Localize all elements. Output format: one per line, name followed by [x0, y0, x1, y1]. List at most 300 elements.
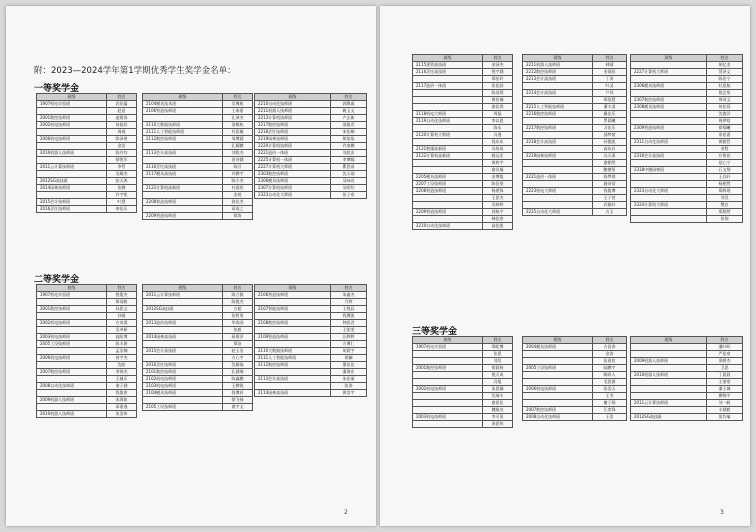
class-cell [523, 393, 593, 400]
award-table [142, 284, 253, 411]
table-row [255, 369, 367, 376]
document-heading: 附：2023—2024学年第1学期优秀学生奖学金名单： [34, 66, 236, 76]
table-row [523, 139, 627, 146]
table-row [37, 376, 137, 383]
table-row [37, 390, 137, 397]
column-header-name: 姓名 [107, 285, 137, 292]
table-row [37, 411, 137, 418]
class-cell [37, 143, 107, 150]
table-row [523, 111, 627, 118]
student-name-cell: 潘海宏 [331, 369, 367, 376]
student-name-cell: 柳锦宇 [707, 393, 743, 400]
class-cell: 2111人工智能技师班 [143, 129, 223, 136]
class-cell [523, 181, 593, 188]
table-header-row [255, 285, 367, 292]
class-cell: 2005工设技师班 [37, 341, 107, 348]
class-cell: 2007数控技师班 [37, 369, 107, 376]
student-name-cell: 潘丰睿 [593, 104, 627, 111]
student-name-cell: 吴博航 [223, 101, 253, 108]
class-cell: 2011云计算技师班 [37, 164, 107, 171]
student-name-cell: 陶尚人 [593, 372, 627, 379]
table-row [523, 174, 627, 181]
class-cell [631, 62, 707, 69]
class-cell [523, 372, 593, 379]
table-row [37, 150, 137, 157]
class-cell: 2316会计高技班 [631, 153, 707, 160]
student-name-cell: 王泰嘉 [223, 108, 253, 115]
table-row [255, 136, 367, 143]
class-cell [143, 178, 223, 185]
table-row [523, 90, 627, 97]
table-row [37, 362, 137, 369]
class-cell: 2012SG高技班 [631, 414, 707, 421]
student-name-cell: 冯天禹 [593, 153, 627, 160]
student-name-cell: 方博仁 [331, 341, 367, 348]
table-header-row [413, 55, 513, 62]
student-name-cell: 余皓杰 [707, 358, 743, 365]
class-cell: 2323自动化大师班 [631, 188, 707, 195]
class-cell [413, 351, 483, 358]
student-name-cell: 王悦辰 [331, 306, 367, 313]
table-row [37, 129, 137, 136]
student-name-cell: 丰涵毅 [707, 407, 743, 414]
class-cell: 2010机器人技师班 [631, 372, 707, 379]
table-row [523, 358, 627, 365]
class-cell [37, 390, 107, 397]
student-name-cell: 沈俊洋 [707, 111, 743, 118]
table-row [37, 397, 137, 404]
class-cell [413, 216, 483, 223]
column-header-name: 姓名 [483, 55, 513, 62]
table-row [523, 146, 627, 153]
table-row [631, 139, 743, 146]
student-name-cell: 汪婷婷 [331, 334, 367, 341]
table-row [413, 358, 513, 365]
student-name-cell: 许家鹏 [331, 143, 367, 150]
table-row [143, 136, 253, 143]
student-name-cell: 吴咏亮 [331, 178, 367, 185]
table-row [523, 104, 627, 111]
student-name-cell: 严佳豪 [707, 351, 743, 358]
table-row [413, 132, 513, 139]
table-row [143, 115, 253, 122]
table-row [631, 414, 743, 421]
table-row [37, 348, 137, 355]
table-row [255, 313, 367, 320]
class-cell [523, 358, 593, 365]
class-cell: 2111人工智能技师班 [255, 355, 331, 362]
table-row [37, 164, 137, 171]
student-name-cell: 李以恩 [483, 118, 513, 125]
student-name-cell: 俞佳琪 [483, 104, 513, 111]
student-name-cell: 郭赛戚 [331, 101, 367, 108]
table-row [523, 97, 627, 104]
table-row [255, 171, 367, 178]
class-cell [143, 355, 223, 362]
table-row [631, 407, 743, 414]
student-name-cell: 胡亿龙 [707, 62, 743, 69]
class-cell [255, 369, 331, 376]
student-name-cell: 田诗涵 [223, 157, 253, 164]
table-row [631, 90, 743, 97]
class-cell [143, 397, 223, 404]
class-cell [37, 362, 107, 369]
class-cell: 2219园林技师班 [523, 153, 593, 160]
student-name-cell: 方心宇 [223, 355, 253, 362]
table-row [413, 62, 513, 69]
table-row [631, 174, 743, 181]
table-row [37, 383, 137, 390]
student-name-cell: 吴明均 [331, 185, 367, 192]
class-cell: 1907机电实验班 [37, 101, 107, 108]
section-title-second-prize: 二等奖学金 [34, 275, 80, 285]
table-row [143, 348, 253, 355]
table-row [523, 118, 627, 125]
student-name-cell: 钱博凯 [331, 313, 367, 320]
student-name-cell: 郭航宇 [483, 209, 513, 216]
table-row [143, 185, 253, 192]
page-left [6, 6, 376, 526]
class-cell [413, 76, 483, 83]
class-cell: 2212数控技师班 [523, 69, 593, 76]
class-cell: 2210自动化技师班 [255, 101, 331, 108]
class-cell: 2217数控技师班 [523, 125, 593, 132]
column-header-class: 班级 [37, 94, 107, 101]
award-table [630, 54, 743, 223]
student-name-cell: 李可莱 [483, 414, 513, 421]
table-row [413, 97, 513, 104]
table-row [413, 83, 513, 90]
class-cell [523, 167, 593, 174]
student-name-cell: 冯培成 [483, 146, 513, 153]
student-name-cell: 钱博祥 [223, 390, 253, 397]
class-cell: 2114园林高技班 [255, 390, 331, 397]
table-row [413, 421, 513, 428]
table-row [631, 69, 743, 76]
class-cell [37, 327, 107, 334]
table-row [37, 178, 137, 185]
table-row [413, 407, 513, 414]
class-cell: 2011云计算技师班 [631, 400, 707, 407]
class-cell: 2015会计高技班 [143, 348, 223, 355]
class-cell: 2106智造技师班 [143, 108, 223, 115]
column-header-class: 班级 [413, 55, 483, 62]
student-name-cell: 丁涛 [593, 76, 627, 83]
student-name-cell: 邹博涵 [223, 136, 253, 143]
student-name-cell: 石文翔 [707, 167, 743, 174]
class-cell: 2003机电技师班 [413, 414, 483, 421]
table-row [631, 379, 743, 386]
student-name-cell: 张佳舒 [483, 83, 513, 90]
table-row [143, 397, 253, 404]
student-name-cell: 张涛 [331, 383, 367, 390]
class-cell: 2211机器人技师班 [255, 108, 331, 115]
student-name-cell: 朱海如 [107, 397, 137, 404]
class-cell: 2112数控技师班 [255, 362, 331, 369]
class-cell [413, 97, 483, 104]
table-row [413, 393, 513, 400]
class-cell: 2010机器人技师班 [37, 150, 107, 157]
column-header-class: 班级 [631, 55, 707, 62]
student-name-cell: 谢子翔 [593, 400, 627, 407]
student-name-cell: 吴卓研 [107, 327, 137, 334]
class-cell [413, 195, 483, 202]
class-cell [631, 118, 707, 125]
table-row [631, 195, 743, 202]
award-table [254, 93, 367, 199]
class-cell: 2215人工智能技师班 [523, 104, 593, 111]
column-header-name: 姓名 [331, 94, 367, 101]
student-name-cell: 陈鑫鹏 [223, 376, 253, 383]
table-row [255, 192, 367, 199]
table-row [37, 157, 137, 164]
student-name-cell: 陈永 [483, 125, 513, 132]
student-name-cell: 武雅轩 [593, 202, 627, 209]
column-header-class: 班级 [143, 94, 223, 101]
table-row [37, 206, 137, 213]
student-name-cell: 郑屹博 [483, 344, 513, 351]
class-cell: 2323自动化大师班 [255, 192, 331, 199]
class-cell [413, 104, 483, 111]
page-number: 3 [720, 509, 724, 516]
class-cell: 2003机电技师班 [37, 334, 107, 341]
student-name-cell: 朱思瀚 [483, 386, 513, 393]
table-header-row [37, 285, 137, 292]
student-name-cell: 周威 [107, 129, 137, 136]
student-name-cell: 杜嘉欣 [223, 185, 253, 192]
table-row [631, 76, 743, 83]
class-cell [37, 299, 107, 306]
student-name-cell: 周伊晗 [707, 118, 743, 125]
student-name-cell: 俞贝凝 [483, 167, 513, 174]
class-cell [523, 83, 593, 90]
class-cell: 2016烹饪技师班 [143, 362, 223, 369]
student-name-cell: 何佳蓉 [707, 104, 743, 111]
table-row [413, 344, 513, 351]
student-name-cell: 郑洁 [223, 341, 253, 348]
student-name-cell: 樊启 [707, 202, 743, 209]
column-header-name: 姓名 [593, 337, 627, 344]
student-name-cell: 高东启 [593, 146, 627, 153]
class-cell [631, 76, 707, 83]
student-name-cell: 俞思佳 [483, 400, 513, 407]
class-cell: 2308模具技师班 [631, 104, 707, 111]
table-row [37, 192, 137, 199]
table-row [413, 160, 513, 167]
student-name-cell: 王岩轩 [707, 174, 743, 181]
award-table [36, 93, 137, 213]
class-cell: 2318中德园林班 [631, 167, 707, 174]
student-name-cell: 蒋建萍 [223, 334, 253, 341]
table-row [523, 188, 627, 195]
student-name-cell: 钱俊豪 [107, 390, 137, 397]
table-row [143, 157, 253, 164]
class-cell: 2112数控技师班 [143, 136, 223, 143]
table-row [523, 372, 627, 379]
student-name-cell: 邵俊彦 [331, 122, 367, 129]
column-header-class: 班级 [523, 55, 593, 62]
table-row [255, 341, 367, 348]
class-cell: 2218会计高技班 [523, 139, 593, 146]
table-row [631, 97, 743, 104]
class-cell: 2108数控技师班 [255, 320, 331, 327]
class-cell [631, 146, 707, 153]
class-cell [37, 171, 107, 178]
table-row [37, 334, 137, 341]
class-cell [631, 174, 707, 181]
class-cell: 2205模具技师班 [413, 174, 483, 181]
student-name-cell: 瞿恩雨 [331, 164, 367, 171]
table-row [523, 393, 627, 400]
class-cell [631, 209, 707, 216]
table-row [631, 167, 743, 174]
student-name-cell: 王凯雯 [331, 327, 367, 334]
table-row [631, 216, 743, 223]
column-header-class: 班级 [143, 285, 223, 292]
class-cell: 2213计算机技师班 [255, 115, 331, 122]
class-cell [143, 313, 223, 320]
class-cell [523, 146, 593, 153]
table-row [631, 188, 743, 195]
class-cell [413, 393, 483, 400]
table-row [37, 355, 137, 362]
table-row [143, 213, 253, 220]
column-header-name: 姓名 [223, 285, 253, 292]
student-name-cell: 何超祥 [107, 122, 137, 129]
table-row [255, 383, 367, 390]
column-header-class: 班级 [631, 337, 707, 344]
table-row [413, 104, 513, 111]
award-table [630, 336, 743, 421]
table-header-row [255, 94, 367, 101]
class-cell: 2011云计算技师班 [143, 292, 223, 299]
table-row [631, 358, 743, 365]
class-cell: 2115建管高技班 [413, 62, 483, 69]
table-row [523, 400, 627, 407]
student-name-cell: 陈语嫣 [483, 90, 513, 97]
class-cell [413, 167, 483, 174]
student-name-cell: 杜思璇 [223, 129, 253, 136]
section-title-third-prize: 三等奖学金 [412, 327, 458, 337]
class-cell: 2214会计高技班 [523, 90, 593, 97]
student-name-cell: 赵意 [107, 108, 137, 115]
student-name-cell: 黄佳楠 [483, 97, 513, 104]
student-name-cell: 倪宇涵 [483, 69, 513, 76]
table-row [413, 223, 513, 230]
student-name-cell: 方超 [223, 306, 253, 313]
student-name-cell: 姚沅宏 [483, 153, 513, 160]
class-cell: 2209智造技师班 [413, 209, 483, 216]
student-name-cell: 张子豪 [331, 192, 367, 199]
class-cell [631, 351, 707, 358]
table-row [37, 313, 137, 320]
table-row [37, 306, 137, 313]
class-cell: 2103机电技师班 [143, 383, 223, 390]
table-row [255, 306, 367, 313]
table-row [37, 299, 137, 306]
table-row [143, 313, 253, 320]
class-cell: 2008自动化技师班 [523, 414, 593, 421]
class-cell: 2213会计高技班 [523, 76, 593, 83]
student-name-cell: 刘一帆 [707, 400, 743, 407]
table-row [523, 153, 627, 160]
student-name-cell: 陈梦琪 [593, 174, 627, 181]
class-cell [631, 386, 707, 393]
student-name-cell: 孔耀鹏 [223, 143, 253, 150]
table-header-row [631, 337, 743, 344]
table-row [413, 181, 513, 188]
table-row [413, 209, 513, 216]
class-cell: 2309智造技师班 [631, 125, 707, 132]
student-name-cell: 杨建锋 [483, 188, 513, 195]
table-row [143, 334, 253, 341]
student-name-cell: 陈丹均 [107, 150, 137, 157]
student-name-cell: 潘叶昕 [707, 344, 743, 351]
table-row [37, 136, 137, 143]
class-cell: 2307计算机技师班 [255, 185, 331, 192]
student-name-cell: 冯逸 [483, 132, 513, 139]
student-name-cell: 郑梓瑶 [707, 188, 743, 195]
class-cell: 2311自动化技师班 [631, 139, 707, 146]
class-cell: 2121数媒高新班 [413, 146, 483, 153]
table-row [413, 76, 513, 83]
class-cell: 2122计算机高新班 [413, 153, 483, 160]
class-cell: 2104模具技师班 [143, 390, 223, 397]
student-name-cell: 王子萱 [593, 195, 627, 202]
column-header-name: 姓名 [707, 337, 743, 344]
table-row [631, 111, 743, 118]
table-row [255, 348, 367, 355]
table-row [413, 365, 513, 372]
student-name-cell: 骆佳杰 [223, 199, 253, 206]
student-name-cell: 钱俊博 [593, 188, 627, 195]
table-row [37, 369, 137, 376]
student-name-cell: 洛敏杭 [223, 122, 253, 129]
student-name-cell: 张翔 [707, 216, 743, 223]
student-name-cell: 毛思源 [593, 379, 627, 386]
table-row [255, 376, 367, 383]
student-name-cell: 高阳博 [107, 334, 137, 341]
table-row [143, 150, 253, 157]
student-name-cell: 金涛 [593, 351, 627, 358]
student-name-cell: 王杰 [593, 393, 627, 400]
class-cell [37, 129, 107, 136]
table-row [631, 153, 743, 160]
student-name-cell: 沈瑞丰 [483, 393, 513, 400]
class-cell [631, 379, 707, 386]
class-cell: 1907机电实验班 [37, 292, 107, 299]
table-row [523, 209, 627, 216]
class-cell: 2105工设技师班 [143, 404, 223, 411]
table-row [143, 355, 253, 362]
table-row [631, 118, 743, 125]
table-row [255, 292, 367, 299]
student-name-cell: 叶灵 [593, 83, 627, 90]
table-row [523, 69, 627, 76]
table-row [523, 386, 627, 393]
class-cell: 2104模具技术班 [143, 101, 223, 108]
table-row [631, 181, 743, 188]
class-cell [413, 160, 483, 167]
table-row [143, 108, 253, 115]
class-cell: 2225自动化大师班 [523, 209, 593, 216]
table-row [523, 351, 627, 358]
table-row [413, 167, 513, 174]
table-header-row [143, 94, 253, 101]
class-cell [523, 379, 593, 386]
class-cell [413, 421, 483, 428]
student-name-cell: 方诗淇 [107, 320, 137, 327]
